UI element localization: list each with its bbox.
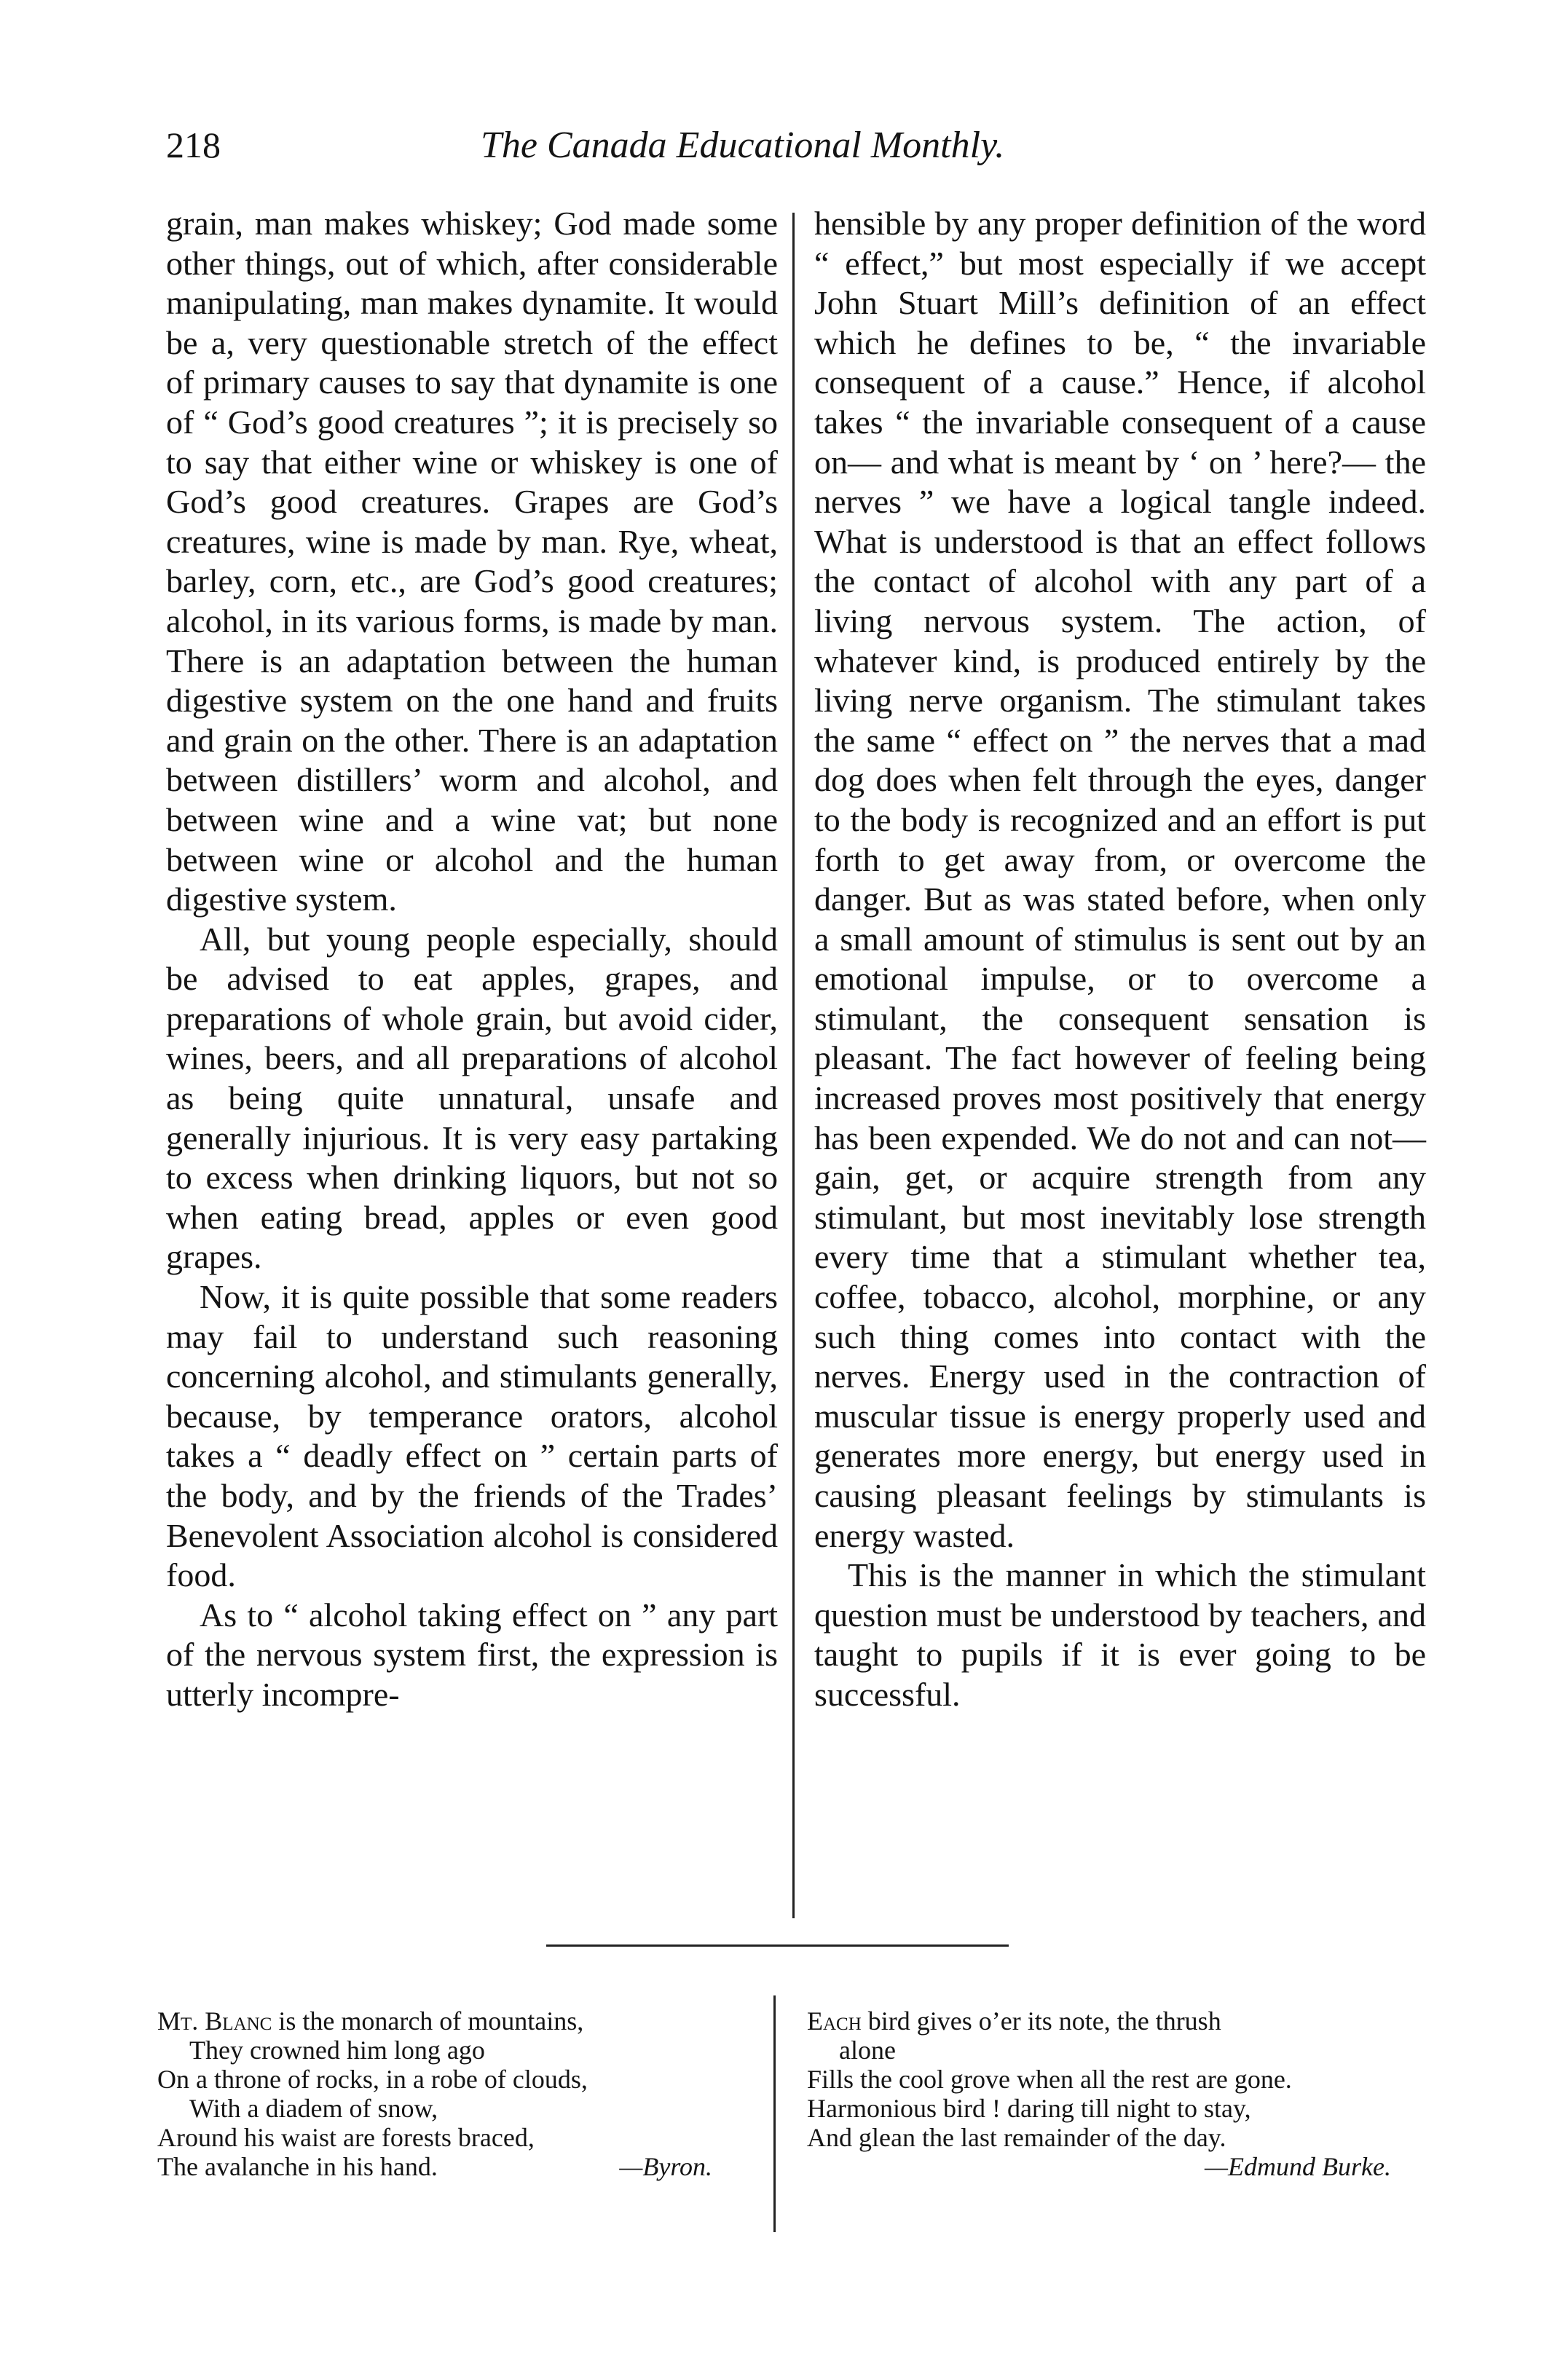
- lead-caps: Mt. Blanc: [157, 2006, 272, 2036]
- section-divider: [546, 1944, 1009, 1947]
- poem-line: Around his waist are forests braced,: [157, 2123, 535, 2152]
- running-title: The Canada Educational Monthly.: [481, 125, 1005, 166]
- column-divider: [792, 213, 795, 1918]
- poem-burke: [807, 2006, 1404, 2181]
- paragraph: All, but young people especially, should be advised to eat apples, grapes, and preparations of whole grain, but avoid cider, wines, beers, and all preparations of alcohol as being quite unnatural, unsafe and generally injurious. It is very easy partaking to excess when drinking liquors, but not so when eating bread, apples or even good grapes.: [166, 920, 778, 1276]
- paragraph: This is the manner in which the stimulant question must be understood by teachers, and taught to pupils if it is ever going to be successful.: [814, 1556, 1426, 1713]
- poem-line: [807, 2152, 1404, 2181]
- left-column: [166, 204, 778, 1715]
- poem-line: And glean the last remainder of the day.: [807, 2123, 1226, 2152]
- paragraph: Now, it is quite possible that some readers may fail to understand such reasoning concerning alcohol, and stimulants generally, because, by temperance orators, alcohol takes a “ deadly effect on ” certain parts of the body, and by the friends of the Trades’ Benevolent Association alcohol is considered food.: [166, 1278, 778, 1594]
- poem-line: On a throne of rocks, in a robe of clouds,: [157, 2065, 588, 2094]
- poem-line: The avalanche in his hand. —Byron.: [157, 2152, 712, 2181]
- poem-line: Fills the cool grove when all the rest are gone.: [807, 2065, 1292, 2094]
- poem-line: alone: [839, 2036, 896, 2065]
- paragraph: grain, man makes whiskey; God made some other things, out of which, after considerable manipulating, man makes dynamite. It would be a, very questionable stretch of the effect of primary causes to say that dynamite is one of “ God’s good creatures ”; it is precisely so to say that either wine or whiskey is one of God’s good creatures. Grapes are God’s creatures, wine is made by man. Rye, wheat, barley, corn, etc., are God’s good creatures; alcohol, in its various forms, is made by man. There is an adaptation between the human digestive system on the one hand and fruits and grain on the other. There is an adaptation between distillers’ worm and alcohol, and between wine and a wine vat; but none between wine or alcohol and the human digestive system.: [166, 205, 778, 918]
- poem-line: Harmonious bird ! daring till night to stay,: [807, 2094, 1251, 2123]
- attribution: —Edmund Burke.: [1205, 2152, 1391, 2181]
- lead-caps: Each: [807, 2006, 862, 2036]
- poem-line: Mt. Blanc is the monarch of mountains,: [157, 2006, 584, 2036]
- poem-byron: [157, 2006, 725, 2181]
- paragraph: hensible by any proper definition of the word “ effect,” but most especially if we accept John Stuart Mill’s definition of an effect which he defines to be, “ the invariable consequent of a cause.” Hence, if alcohol takes “ the invariable consequent of a cause on— and what is meant by ‘ on ’ here?— the nerves ” we have a logical tangle indeed. What is understood is that an effect follows the contact of alcohol with any part of a living nervous system. The action, of whatever kind, is produced entirely by the living nerve organism. The stimulant takes the same “ effect on ” the nerves that a mad dog does when felt through the eyes, danger to the body is recognized and an effort is put forth to get away from, or overcome the danger. But as was stated before, when only a small amount of stimulus is sent out by an emotional impulse, or to overcome a stimulant, the consequent sensation is pleasant. The fact however of feeling being increased proves most positively that energy has been expended. We do not and can not— gain, get, or acquire strength from any stimulant, but most inevitably lose strength every time that a stimulant whether tea, coffee, tobacco, alcohol, morphine, or any such thing comes into contact with the nerves. Energy used in the contraction of muscular tissue is energy properly used and generates more energy, but energy used in causing pleasant feelings by stimulants is energy wasted.: [814, 205, 1426, 1554]
- poem-line: With a diadem of snow,: [189, 2094, 438, 2123]
- poem-divider: [773, 1995, 776, 2232]
- page-number: 218: [166, 125, 221, 165]
- running-header: [0, 117, 1544, 182]
- right-column: [814, 204, 1426, 1715]
- poem-line: They crowned him long ago: [189, 2036, 485, 2065]
- paragraph: As to “ alcohol taking effect on ” any part of the nervous system first, the expression is utterly incompre-: [166, 1596, 778, 1713]
- attribution: —Byron.: [619, 2152, 712, 2181]
- poem-line: Each bird gives o’er its note, the thrush: [807, 2006, 1221, 2036]
